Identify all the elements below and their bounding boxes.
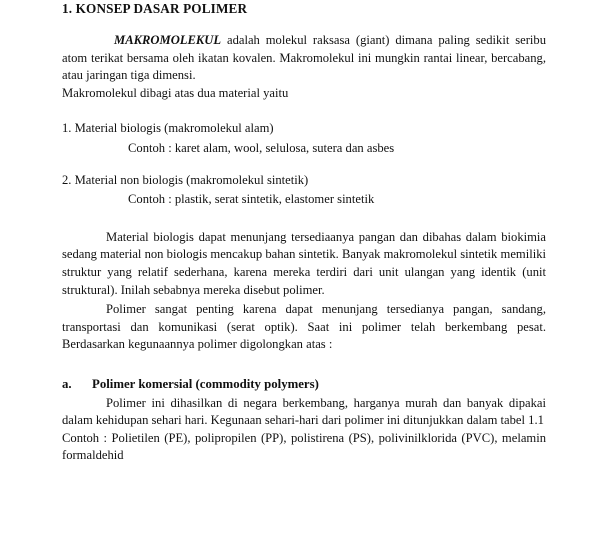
section-a-heading [62,376,546,394]
intro-paragraph-text: adalah molekul raksasa (giant) dimana paling sedikit seribu atom terikat bersama oleh ikatan kovalen. Makromolekul ini mungkin rantai linear, bercabang, atau jaringan tiga dimensi. [62,33,546,83]
list-item-example: Contoh : plastik, serat sintetik, elastomer sintetik [128,192,375,207]
section-a [62,376,546,465]
intro-block [62,32,546,102]
intro-followup-line: Makromolekul dibagi atas dua material yaitu [62,85,289,100]
document-content [62,0,546,465]
list-item-label: 2. Material non biologis (makromolekul sintetik) [62,172,309,187]
material-list-item-2 [62,172,546,209]
list-item-example: Contoh : karet alam, wool, selulosa, sutera dan asbes [128,140,395,155]
section-a-example: Contoh : Polietilen (PE), polipropilen (PP), polistirena (PS), polivinilklorida (PVC), melamin formaldehid [62,430,546,463]
material-list-item-1 [62,120,546,157]
section-a-marker: a. [62,376,72,391]
body-paragraph-1: Material biologis dapat menunjang tersediaanya pangan dan dibahas dalam biokimia sedang material non biologis mencakup bahan sintetik. Banyak makromolekul sintetik memiliki struktur yang relatif sederhana, karena mereka terdiri dari unit ulangan yang identik (unit struktural). Inilah sebabnya mereka disebut polimer. [62,229,546,297]
section-a-title: Polimer komersial (commodity polymers) [92,376,319,391]
section-a-body: Polimer ini dihasilkan di negara berkembang, harganya murah dan banyak dipakai dalam kehidupan sehari hari. Kegunaan sehari-hari dari polimer ini ditunjukkan dalam tabel 1.1 [62,395,546,428]
lead-term: MAKROMOLEKUL [114,33,222,47]
body-paragraph-2: Polimer sangat penting karena dapat menunjang tersedianya pangan, sandang, transportasi dan komunikasi (serat optik). Saat ini polimer telah berkembang pesat. Berdasarkan kegunaannya polimer digolongkan atas : [62,302,546,352]
intro-paragraph [62,32,546,85]
page-title: 1. KONSEP DASAR POLIMER [62,1,248,16]
list-item-label: 1. Material biologis (makromolekul alam) [62,121,274,136]
